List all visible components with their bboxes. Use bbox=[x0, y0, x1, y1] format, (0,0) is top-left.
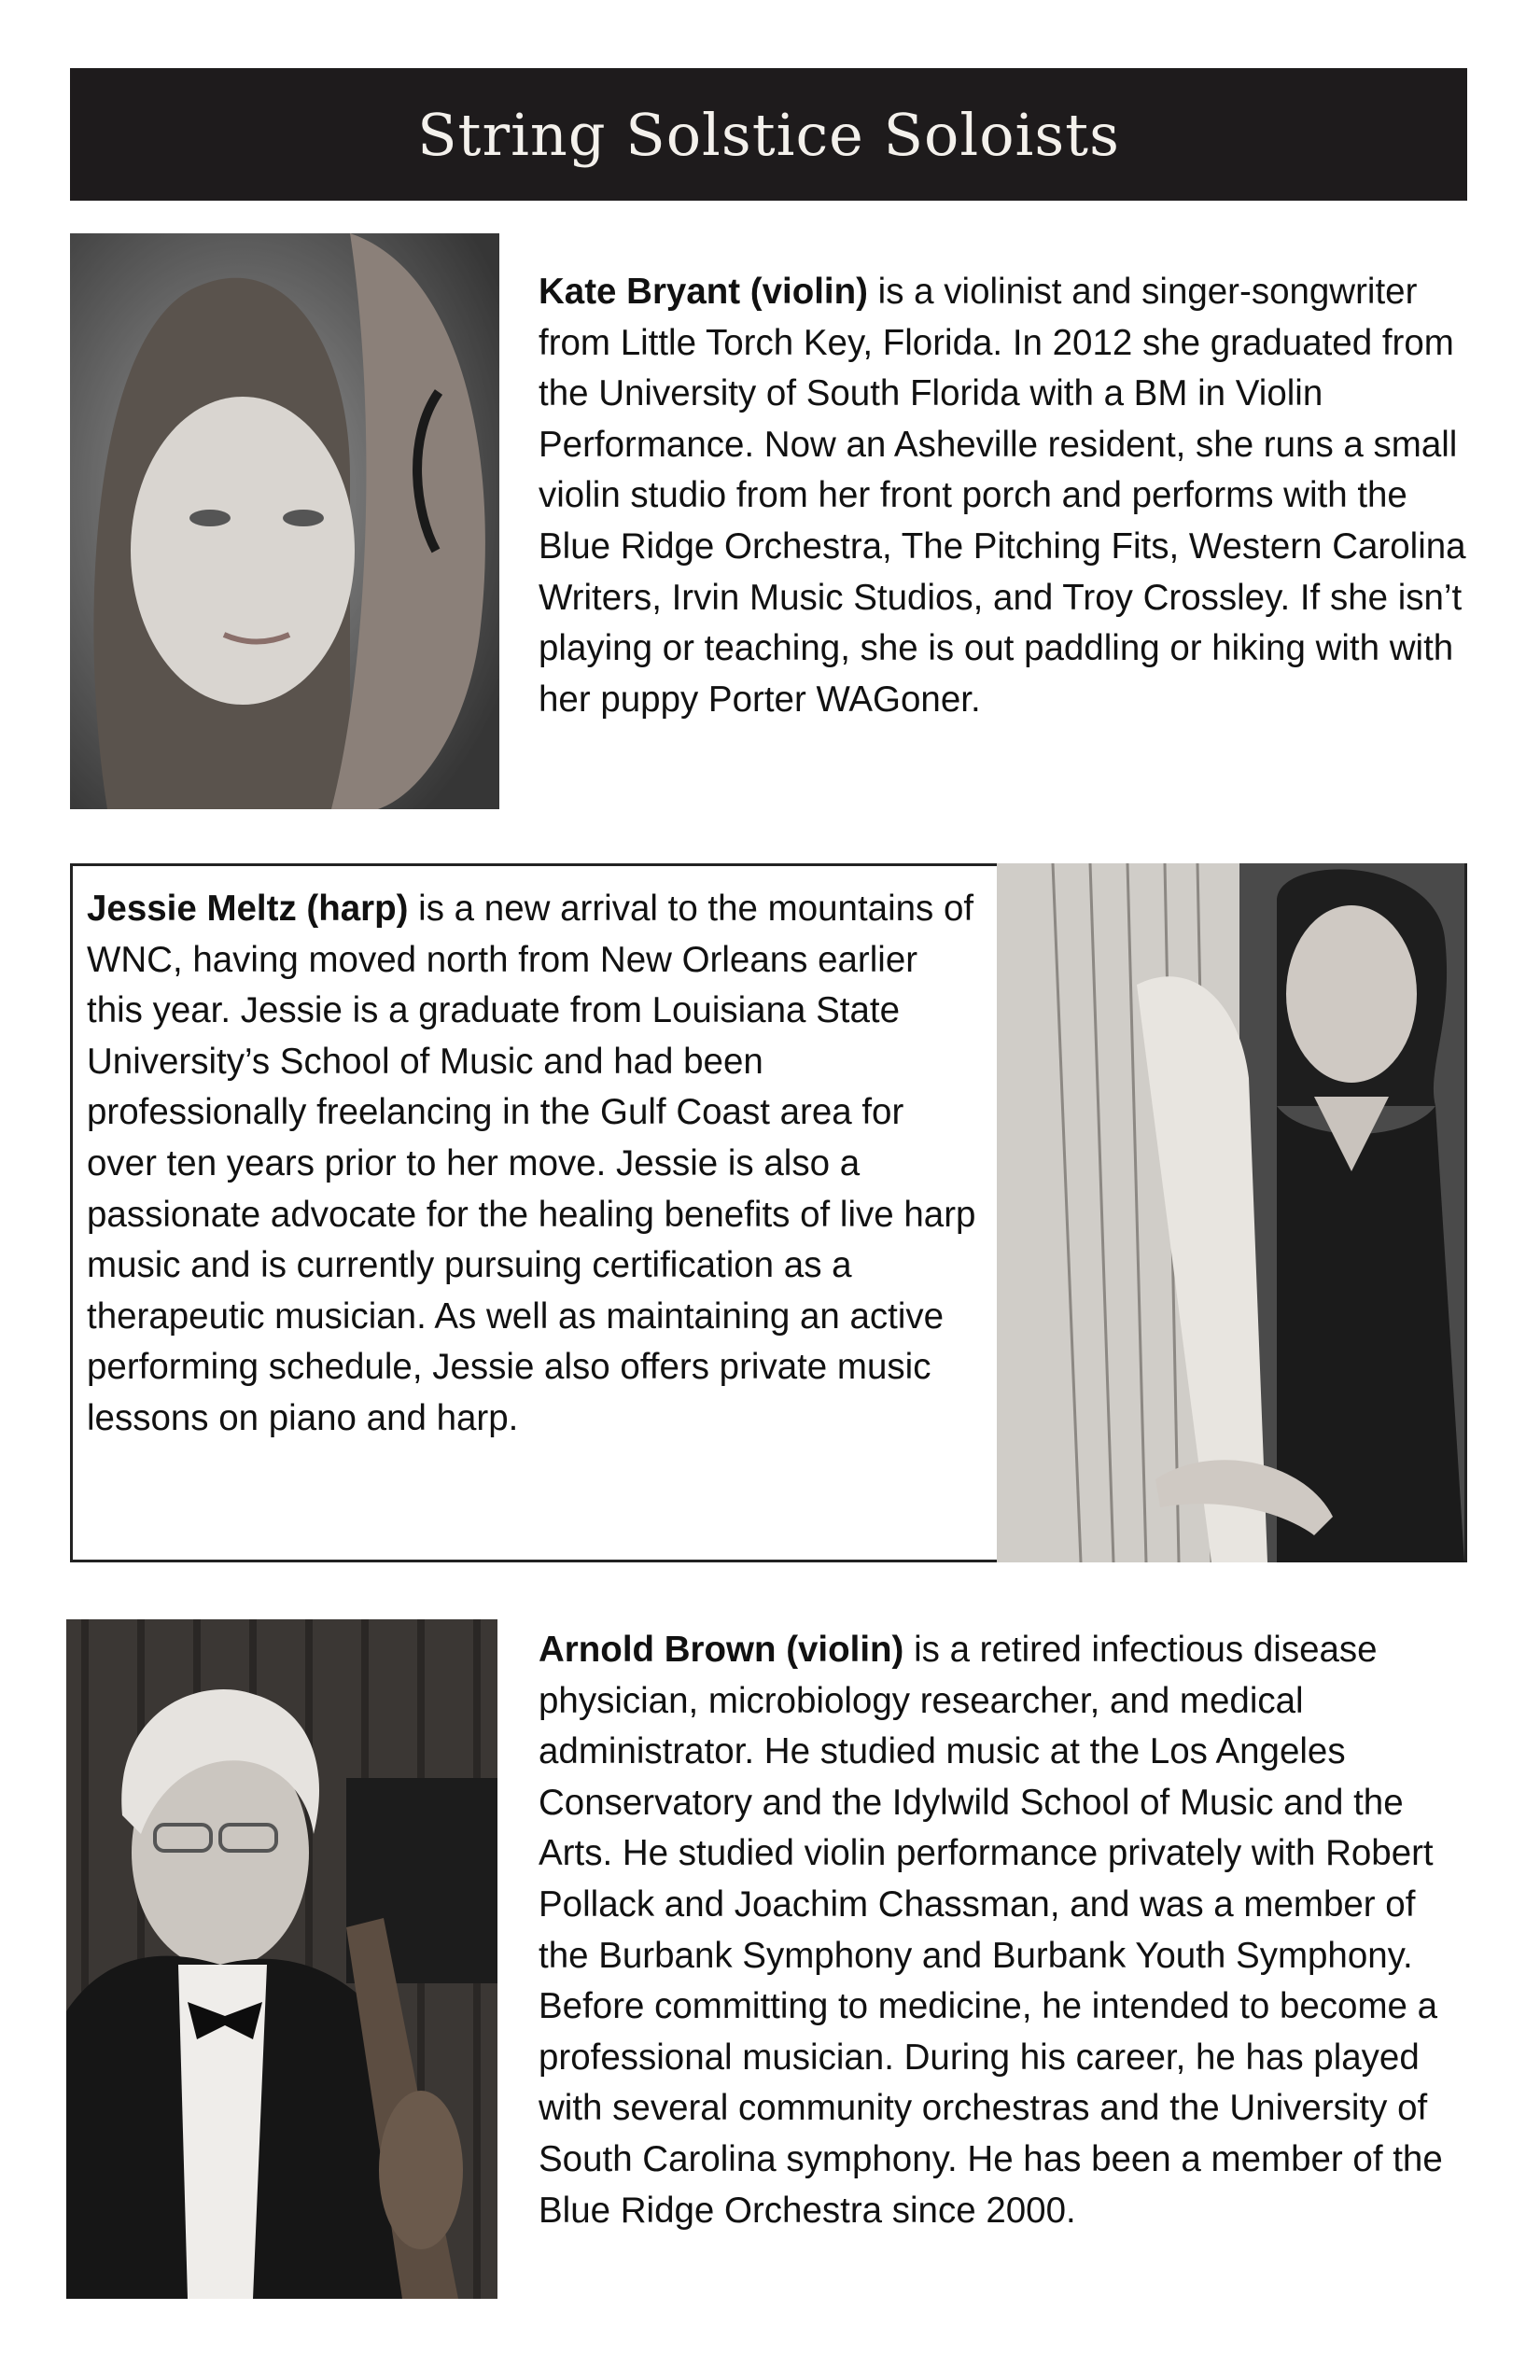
jessie-meltz-bio-text: is a new arrival to the mountains of WNC, having moved north from New Orleans earlier this year. Jessie is a graduate from Louisiana State University’s School of Music and had been professionally freelancing in the Gulf Coast area for over ten years prior to her move. Jessie is also a passionate advocate for the healing benefits of live harp music and is currently pursuing certification as a therapeutic musician. As well as maintaining an active performing schedule, Jessie also offers private music lessons on piano and harp. bbox=[87, 889, 976, 1438]
arnold-brown-bio bbox=[539, 1625, 1472, 2236]
arnold-brown-photo bbox=[66, 1619, 497, 2299]
kate-bryant-photo bbox=[70, 233, 499, 809]
arnold-brown-name: Arnold Brown (violin) bbox=[539, 1630, 904, 1670]
jessie-meltz-bio bbox=[87, 884, 983, 1445]
kate-bryant-bio bbox=[539, 267, 1472, 725]
arnold-brown-bio-text: is a retired infectious disease physician, microbiology researcher, and medical administrator. He studied music at the Los Angeles Conservatory and the Idylwild School of Music and the Arts. He studied violin performance privately with Robert Pollack and Joachim Chassman, and was a member of the Burbank Symphony and Burbank Youth Symphony. Before committing to medicine, he intended to become a professional musician. During his career, he has played with several community orchestras and the University of South Carolina symphony. He has been a member of the Blue Ridge Orchestra since 2000. bbox=[539, 1630, 1443, 2231]
title-banner bbox=[70, 68, 1467, 201]
page-title: String Solstice Soloists bbox=[417, 100, 1120, 169]
jessie-meltz-name: Jessie Meltz (harp) bbox=[87, 889, 409, 929]
jessie-meltz-photo bbox=[997, 863, 1464, 1562]
kate-bryant-name: Kate Bryant (violin) bbox=[539, 272, 868, 312]
kate-bryant-bio-text: is a violinist and singer-songwriter from Little Torch Key, Florida. In 2012 she graduated from the University of South Florida with a BM in Violin Performance. Now an Asheville resident, she runs a small violin studio from her front porch and performs with the Blue Ridge Orchestra, The Pitching Fits, Western Carolina Writers, Irvin Music Studios, and Troy Crossley. If she isn’t playing or teaching, she is out paddling or hiking with with her puppy Porter WAGoner. bbox=[539, 272, 1466, 720]
